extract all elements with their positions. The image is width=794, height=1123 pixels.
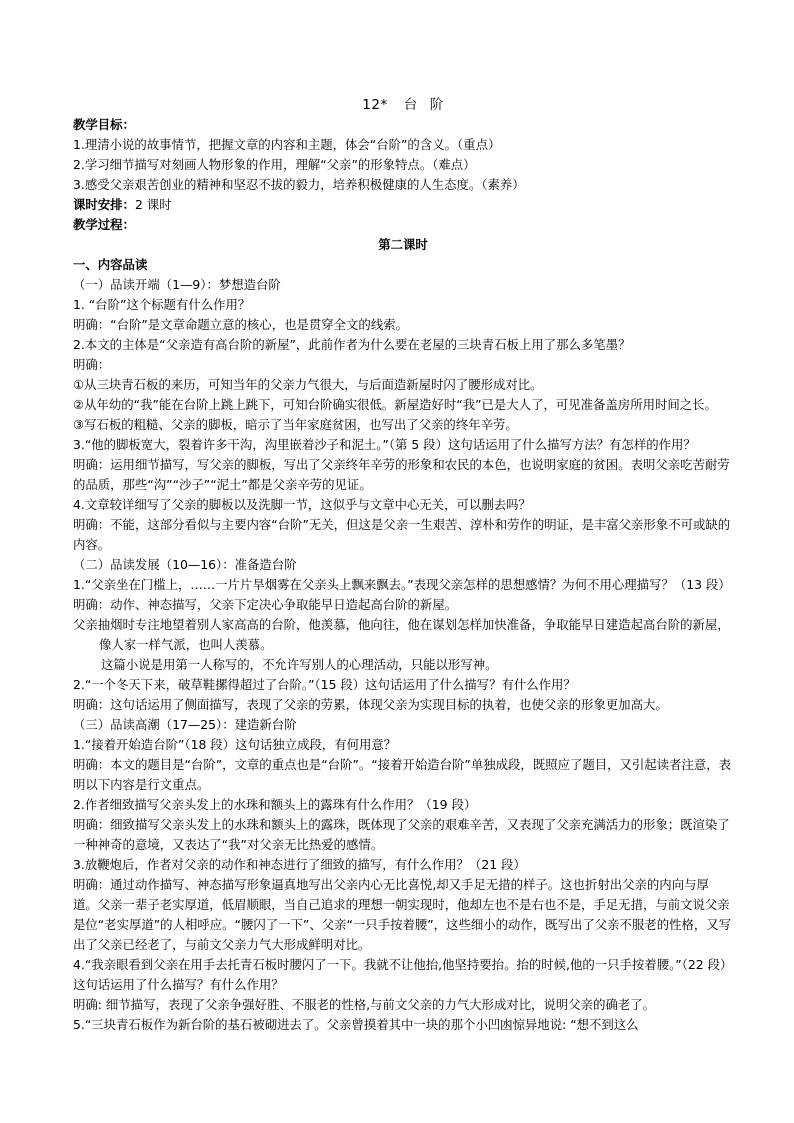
part1-answer-3: 明确：运用细节描写，写父亲的脚板，写出了父亲终年辛劳的形象和农民的本色，也说明家庭的贫困。表明父亲吃苦耐劳的品质，那些“沟”“沙子”“泥土”都是父亲辛劳的见证。: [73, 457, 730, 492]
part3-question-5: 5.“三块青石板作为新台阶的基石被砌进去了。父亲曾摸着其中一块的那个小凹凼惊异地说: “想不到这么: [73, 1017, 639, 1032]
part2-answer-1-extra: 父亲抽烟时专注地望着别人家高高的台阶，他羡慕，他向往，他在谋划怎样加快准备，争取能早日建造起高台阶的新屋，像人家一样气派，也叫人羡慕。: [73, 617, 730, 652]
part3-answer-3: 明确：通过动作描写、神态描写形象逼真地写出父亲内心无比喜悦,却又手足无措的样子。这也折射出父亲的内向与厚道。父亲一辈子老实厚道，低眉顺眼，当自己追求的理想一朝实现时，他却左也不是右也不是，手足无措，与前文说父亲是位“老实厚道”的人相呼应。“腰闪了一下”、父亲“一只手按着腰”，这些细小的动作，既写出了父亲不服老的性格，又写出了父亲已经老了，与前文父亲力气大形成鲜明对比。: [73, 877, 732, 952]
part1-question-2: 2.本文的主体是“父亲造有高台阶的新屋”，此前作者为什么要在老屋的三块青石板上用了那么多笔墨？: [73, 337, 631, 352]
lesson-number: 12*: [362, 97, 388, 113]
part2-question-2: 2.“一个冬天下来，破草鞋摞得超过了台阶。”（15 段）这句话运用了什么描写？有什么作用？: [73, 677, 576, 692]
part3-question-2: 2.作者细致描写父亲头发上的水珠和额头上的露珠有什么作用？（19 段）: [73, 797, 477, 812]
part1-question-4: 4.文章较详细写了父亲的脚板以及洗脚一节，这似乎与文章中心无关，可以删去吗？: [73, 497, 531, 512]
section-heading-1: 一、内容品读: [73, 257, 148, 272]
part1-heading: （一）品读开端（1—9）：梦想造台阶: [73, 277, 281, 292]
part2-answer-1-note: 这篇小说是用第一人称写的，不允许写别人的心理活动，只能以形写神。: [101, 657, 498, 672]
schedule-value: 2 课时: [134, 197, 172, 212]
part3-question-4: 4.“我亲眼看到父亲在用手去托青石板时腰闪了一下。我就不让他抬,他坚持要抬。抬的时候,他的一只手按着腰。”（22 段）这句话运用了什么描写？有什么作用？: [73, 957, 733, 992]
schedule-label: 课时安排：: [73, 197, 135, 212]
objectives-heading: 教学目标：: [73, 117, 135, 132]
part3-answer-4: 明确: 细节描写，表现了父亲争强好胜、不服老的性格,与前文父亲的力气大形成对比，说明父亲的确老了。: [73, 997, 656, 1012]
process-heading: 教学过程：: [73, 217, 135, 232]
part1-question-1: 1. “台阶”这个标题有什么作用？: [73, 297, 251, 312]
document-content: [73, 95, 733, 1035]
part1-answer-4: 明确：不能，这部分看似与主要内容“台阶”无关，但这是父亲一生艰苦、淳朴和劳作的明证，是丰富父亲形象不可或缺的内容。: [73, 517, 731, 552]
objective-item-2: 2.学习细节描写对刻画人物形象的作用，理解“父亲”的形象特点。（难点）: [73, 157, 476, 172]
part1-question-3: 3.“他的脚板宽大，裂着许多干沟，沟里嵌着沙子和泥土。”（第 5 段）这句话运用了什么描写方法？有怎样的作用？: [73, 437, 696, 452]
part1-answer-1: 明确：“台阶”是文章命题立意的核心，也是贯穿全文的线索。: [73, 317, 408, 332]
part2-answer-1: 明确：动作、神态描写，父亲下定决心争取能早日造起高台阶的新屋。: [73, 597, 458, 612]
part3-heading: （三）品读高潮（17—25）：建造新台阶: [73, 717, 297, 732]
title-word-2: 阶: [429, 97, 444, 113]
part2-question-1: 1.“父亲坐在门槛上，……一片片旱烟雾在父亲头上飘来飘去。”表现父亲怎样的思想感情？为何不用心理描写？（13 段）: [73, 577, 731, 592]
period-title: 第二课时: [378, 237, 428, 252]
part1-answer-2-item-3: ③写石板的粗糙、父亲的脚板，暗示了当年家庭贫困，也写出了父亲的终年辛劳。: [73, 417, 518, 432]
part1-answer-2-label: 明确：: [73, 357, 111, 372]
title-word-1: 台: [403, 97, 418, 113]
part1-answer-2-item-2: ②从年幼的“我”能在台阶上跳上跳下，可知台阶确实很低。新屋造好时“我”已是大人了，可见准备盖房所用时间之长。: [73, 397, 717, 412]
part2-answer-2: 明确：这句话运用了侧面描写，表现了父亲的劳累，体现父亲为实现目标的执着，也使父亲的形象更加高大。: [73, 697, 668, 712]
part1-answer-2-item-1: ①从三块青石板的来历，可知当年的父亲力气很大，与后面造新屋时闪了腰形成对比。: [73, 377, 543, 392]
lesson-title: [73, 95, 733, 115]
schedule-line: [73, 195, 733, 215]
part3-question-1: 1.“接着开始造台阶”（18 段）这句话独立成段，有何用意？: [73, 737, 397, 752]
part2-heading: （二）品读发展（10—16）：准备造台阶: [73, 557, 297, 572]
objective-item-3: 3.感受父亲艰苦创业的精神和坚忍不拔的毅力，培养积极健康的人生态度。（素养）: [73, 177, 525, 192]
part3-question-3: 3.放鞭炮后，作者对父亲的动作和神态进行了细致的描写，有什么作用？（21 段）: [73, 857, 526, 872]
part3-answer-2: 明确：细致描写父亲头发上的水珠和额头上的露珠，既体现了父亲的艰难辛苦，又表现了父亲充满活力的形象；既渲染了一种神奇的意境，又表达了“我”对父亲无比热爱的感情。: [73, 817, 730, 852]
objective-item-1: 1.理清小说的故事情节，把握文章的内容和主题，体会“台阶”的含义。（重点）: [73, 137, 501, 152]
part3-answer-1: 明确：本文的题目是“台阶”，文章的重点也是“台阶”。“接着开始造台阶”单独成段，既照应了题目，又引起读者注意，表明以下内容是行文重点。: [73, 757, 732, 792]
